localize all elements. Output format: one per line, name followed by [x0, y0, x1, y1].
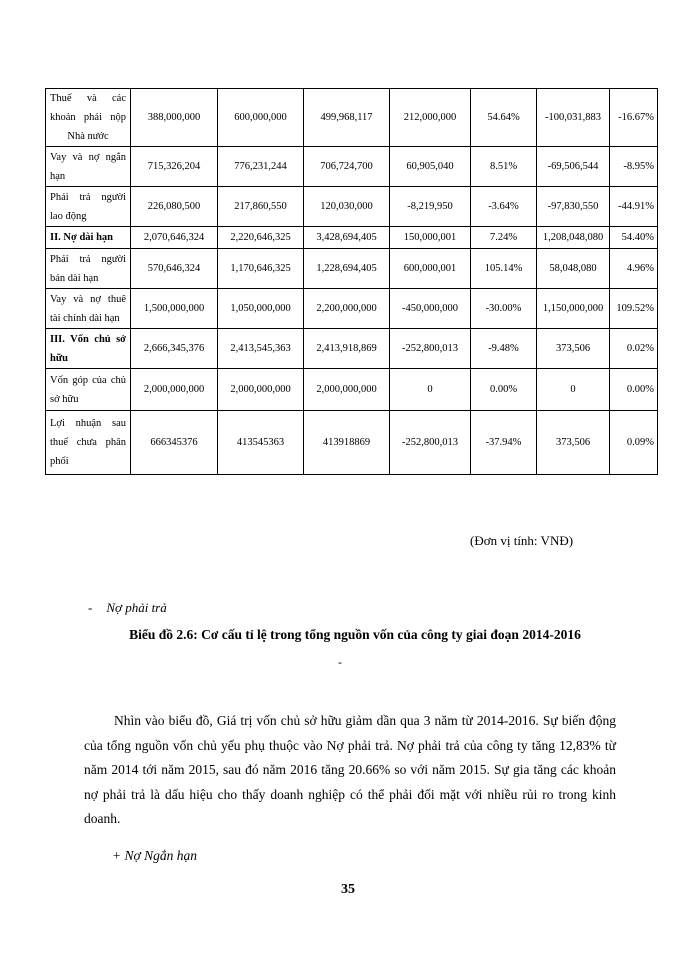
cell-v1: 226,080,500: [131, 187, 218, 227]
cell-p1: 0.00%: [471, 369, 537, 411]
cell-v3: 2,413,918,869: [304, 329, 390, 369]
row-label-line: thuế chưa phân: [50, 437, 126, 448]
row-label-line: tài chính dài hạn: [50, 312, 120, 324]
row-label: [46, 411, 131, 475]
row-label: [46, 249, 131, 289]
table-row: [46, 369, 658, 411]
row-label-line: II. Nợ dài hạn: [50, 232, 114, 243]
row-label-line: III. Vốn chủ sở: [50, 333, 126, 345]
cell-v2: 413545363: [218, 411, 304, 475]
table-row: [46, 249, 658, 289]
cell-v1: 666345376: [131, 411, 218, 475]
table-row: [46, 89, 658, 147]
body-paragraph: Nhìn vào biểu đồ, Giá trị vốn chủ sở hữu giảm dần qua 3 năm từ 2014-2016. Sự biến động của tổng nguồn vốn chủ yếu phụ thuộc vào Nợ phải trả. Nợ phải trả của công ty tăng 12,83% từ năm 2014 tới năm 2015, sau đó năm 2016 tăng 20.66% so với năm 2015. Sự gia tăng các khoản nợ phải trả là dấu hiệu cho thấy doanh nghiệp có thể phải đối mặt với nhiều rủi ro trong kinh doanh.: [84, 713, 616, 826]
row-label-line: bán dài hạn: [50, 272, 99, 284]
cell-p2: 54.40%: [610, 227, 658, 249]
row-label-line: Nhà nước: [67, 131, 109, 142]
cell-d2: 373,506: [537, 411, 610, 475]
row-label: [46, 227, 131, 249]
row-label: [46, 187, 131, 227]
row-label-line: khoản phải nộp: [50, 112, 126, 123]
section-dash: -: [88, 600, 93, 615]
row-label-line: hạn: [50, 170, 66, 182]
row-label-line: sở hữu: [50, 393, 79, 405]
cell-p2: 0.00%: [610, 369, 658, 411]
cell-d2: -69,506,544: [537, 147, 610, 187]
cell-p1: 7.24%: [471, 227, 537, 249]
table-body: [46, 89, 658, 475]
cell-p1: -37.94%: [471, 411, 537, 475]
cell-v3: 1,228,694,405: [304, 249, 390, 289]
cell-p2: 4.96%: [610, 249, 658, 289]
cell-v3: 3,428,694,405: [304, 227, 390, 249]
cell-v1: 2,070,646,324: [131, 227, 218, 249]
row-label: [46, 369, 131, 411]
row-label: [46, 89, 131, 147]
cell-p2: 0.09%: [610, 411, 658, 475]
row-label-line: hữu: [50, 352, 68, 364]
cell-d2: 58,048,080: [537, 249, 610, 289]
chart-caption: Biểu đồ 2.6: Cơ cấu tỉ lệ trong tổng nguồn vốn của công ty giai đoạn 2014-2016: [129, 627, 581, 642]
cell-p1: -30.00%: [471, 289, 537, 329]
row-label: [46, 147, 131, 187]
sub-item-heading: + Nợ Ngắn hạn: [112, 848, 197, 863]
cell-p2: -16.67%: [610, 89, 658, 147]
cell-d1: 150,000,001: [390, 227, 471, 249]
cell-d2: 1,208,048,080: [537, 227, 610, 249]
row-label-line: Vay và nợ thuê: [50, 293, 126, 305]
row-label: [46, 329, 131, 369]
cell-v1: 570,646,324: [131, 249, 218, 289]
row-label-line: Lợi nhuận sau: [50, 418, 126, 429]
page-number: 35: [341, 882, 355, 897]
cell-p2: 109.52%: [610, 289, 658, 329]
cell-p2: -44.91%: [610, 187, 658, 227]
cell-d1: -252,800,013: [390, 329, 471, 369]
cell-v2: 776,231,244: [218, 147, 304, 187]
cell-p1: 105.14%: [471, 249, 537, 289]
table-row: [46, 289, 658, 329]
row-label-line: Vay và nợ ngắn: [50, 151, 126, 163]
cell-v3: 499,968,117: [304, 89, 390, 147]
cell-v3: 2,000,000,000: [304, 369, 390, 411]
cell-p1: -3.64%: [471, 187, 537, 227]
cell-v1: 715,326,204: [131, 147, 218, 187]
cell-v1: 2,666,345,376: [131, 329, 218, 369]
cell-v2: 2,413,545,363: [218, 329, 304, 369]
cell-p2: 0.02%: [610, 329, 658, 369]
table-row: [46, 187, 658, 227]
table-row: [46, 227, 658, 249]
row-label-line: phối: [50, 456, 69, 467]
cell-v2: 600,000,000: [218, 89, 304, 147]
table-row: [46, 147, 658, 187]
cell-d1: 0: [390, 369, 471, 411]
cell-p1: 8.51%: [471, 147, 537, 187]
section-item: [88, 600, 167, 616]
cell-p1: 54.64%: [471, 89, 537, 147]
cell-d1: -450,000,000: [390, 289, 471, 329]
cell-d1: 60,905,040: [390, 147, 471, 187]
cell-v2: 1,170,646,325: [218, 249, 304, 289]
cell-v1: 388,000,000: [131, 89, 218, 147]
cell-d1: 212,000,000: [390, 89, 471, 147]
row-label-line: Thuế và các: [50, 93, 126, 104]
table-row: [46, 411, 658, 475]
cell-d2: 373,506: [537, 329, 610, 369]
cell-p1: -9.48%: [471, 329, 537, 369]
cell-v1: 2,000,000,000: [131, 369, 218, 411]
cell-d1: -8,219,950: [390, 187, 471, 227]
cell-d2: -97,830,550: [537, 187, 610, 227]
table-row: [46, 329, 658, 369]
row-label-line: Vốn góp của chủ: [50, 374, 126, 386]
cell-p2: -8.95%: [610, 147, 658, 187]
cell-v2: 1,050,000,000: [218, 289, 304, 329]
cell-d2: 1,150,000,000: [537, 289, 610, 329]
cell-v3: 120,030,000: [304, 187, 390, 227]
cell-v3: 2,200,000,000: [304, 289, 390, 329]
unit-note: (Đơn vị tính: VNĐ): [470, 533, 574, 548]
row-label-line: Phải trả người: [50, 191, 126, 203]
row-label: [46, 289, 131, 329]
financial-table: [45, 88, 658, 475]
cell-v3: 706,724,700: [304, 147, 390, 187]
cell-v2: 2,000,000,000: [218, 369, 304, 411]
section-item-label: Nợ phải trả: [106, 600, 167, 615]
chart-placeholder: -: [338, 655, 342, 669]
row-label-line: lao động: [50, 210, 87, 222]
cell-v2: 2,220,646,325: [218, 227, 304, 249]
cell-v1: 1,500,000,000: [131, 289, 218, 329]
cell-d2: 0: [537, 369, 610, 411]
cell-v2: 217,860,550: [218, 187, 304, 227]
cell-d1: -252,800,013: [390, 411, 471, 475]
cell-v3: 413918869: [304, 411, 390, 475]
cell-d2: -100,031,883: [537, 89, 610, 147]
cell-d1: 600,000,001: [390, 249, 471, 289]
row-label-line: Phải trả người: [50, 253, 126, 265]
